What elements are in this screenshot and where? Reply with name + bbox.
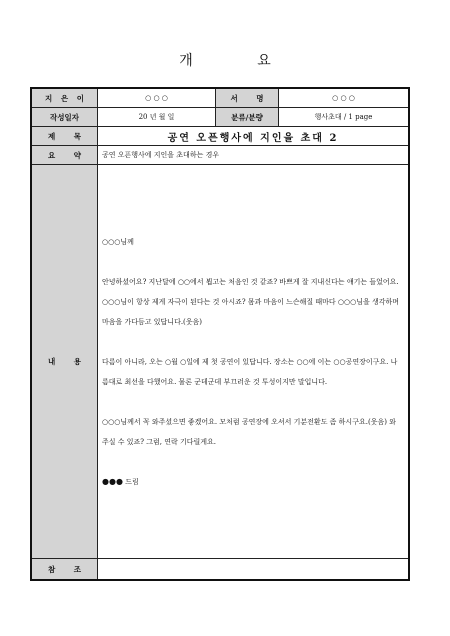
summary-value: 공연 오픈행사에 지인을 초대하는 경우	[98, 146, 409, 165]
author-label: 지 은 이	[32, 89, 98, 108]
category-label: 분류/분량	[216, 108, 279, 127]
sign-value: ○ ○ ○	[279, 89, 409, 108]
content-body	[98, 165, 409, 559]
content-label: 내 용	[32, 165, 98, 559]
subject-label: 제 목	[32, 127, 98, 146]
content-paragraph-2: 다름이 아니라, 오는 ○월 ○일에 제 첫 공연이 있답니다. 장소는 ○○에 이는 ○○공연장이구요. 나름대로 최선을 다했어요. 물론 군데군데 부끄러운 것 투성이지만 말입니다.	[102, 357, 398, 386]
row-date	[32, 108, 409, 127]
row-reference	[32, 559, 409, 580]
row-content	[32, 165, 409, 559]
signoff-text: 드림	[125, 477, 139, 486]
signoff-mark: ●●●	[102, 476, 123, 486]
document-form	[31, 88, 409, 580]
page-title: 개 요	[179, 53, 301, 69]
reference-label: 참 조	[32, 559, 98, 580]
date-value: 20 년 월 일	[98, 108, 216, 127]
category-value: 행사초대 / 1 page	[279, 108, 409, 127]
summary-label: 요 약	[32, 146, 98, 165]
sign-label: 서 명	[216, 89, 279, 108]
subject-value: 공연 오픈행사에 지인을 초대 2	[98, 127, 409, 146]
content-paragraph-3: ○○○님께서 꼭 와주셨으면 좋겠어요. 모처럼 공연장에 오셔서 기분전환도 좀 하시구요.(웃음) 와 주실 수 있죠? 그럼, 연락 기다릴게요.	[102, 417, 396, 446]
row-subject	[32, 127, 409, 146]
content-signoff	[102, 472, 404, 492]
content-greeting: ○○○님께	[102, 237, 134, 246]
row-summary	[32, 146, 409, 165]
content-paragraph-1: 안녕하셨어요? 지난달에 ○○에서 뵙고는 처음인 것 같죠? 바쁘게 잘 지내신다는 얘기는 들었어요. ○○○님이 항상 제게 자극이 된다는 것 아시죠? 몸과 마음이 느슨해질 때마다 ○○○님을 생각하며 마음을 가다듬고 있답니다.(웃음)	[102, 277, 400, 326]
row-author	[32, 89, 409, 108]
author-value: ○ ○ ○	[98, 89, 216, 108]
date-label: 작성일자	[32, 108, 98, 127]
reference-value	[98, 559, 409, 580]
